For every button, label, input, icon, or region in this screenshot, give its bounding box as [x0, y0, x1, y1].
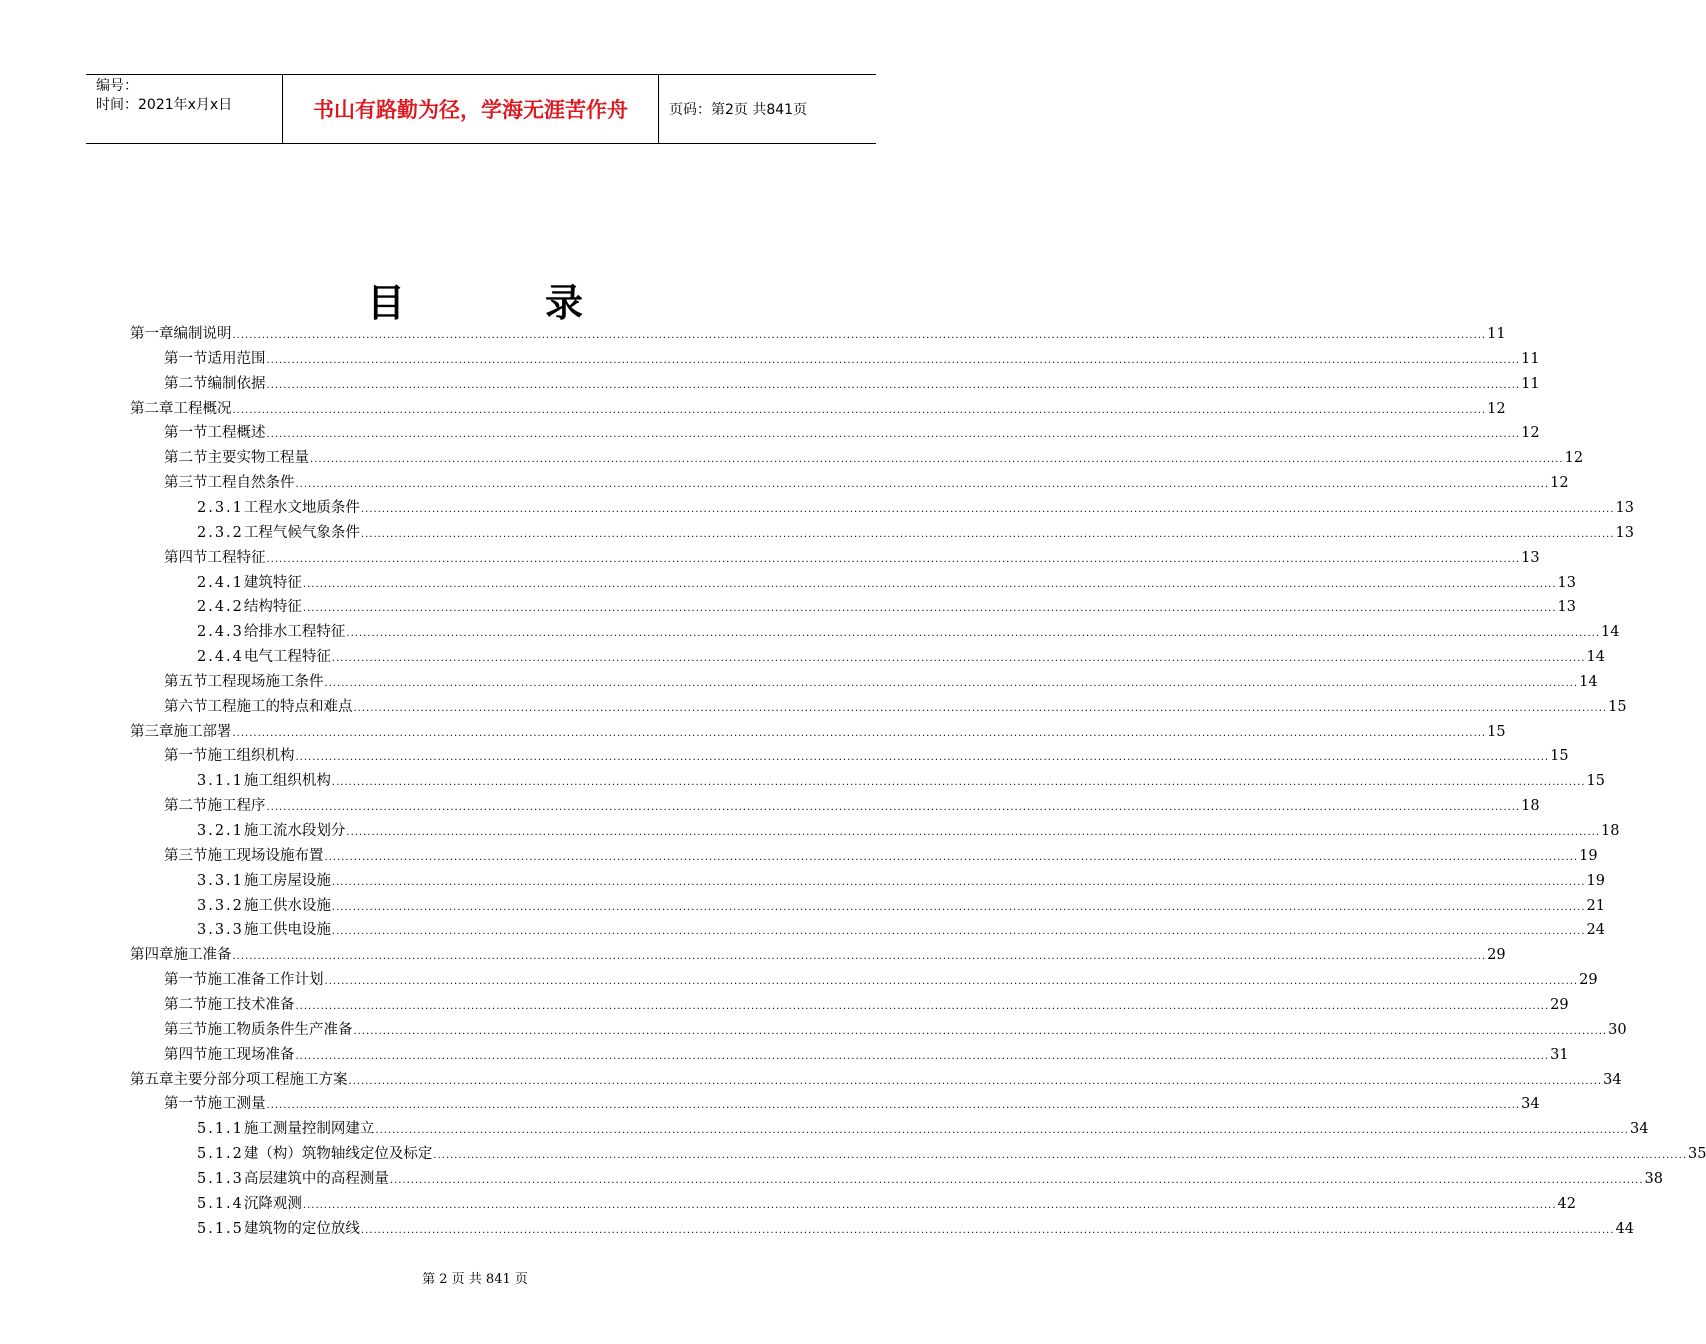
toc-entry-page: 24: [1586, 922, 1605, 939]
toc-entry[interactable]: [197, 1215, 1634, 1239]
toc-entry-number: 第二章: [130, 400, 174, 417]
toc-entry-title: 施工现场准备: [207, 1046, 295, 1063]
toc-entry-number: 第一节: [164, 748, 208, 765]
toc-entry[interactable]: [197, 643, 1605, 667]
toc-entry-number: 2.4.3: [197, 624, 244, 641]
toc-leader-dots: ............................................................................................................................................................................................................................................................................................................: [346, 628, 1601, 640]
toc-entry-title: 施工部署: [173, 723, 232, 740]
toc-entry[interactable]: [197, 767, 1605, 791]
toc-entry-page: 14: [1601, 624, 1620, 641]
toc-entry-number: 第三章: [130, 723, 174, 740]
toc-entry[interactable]: [164, 966, 1598, 990]
toc-entry-number: 第四章: [130, 947, 174, 964]
toc-entry-number: 第四节: [164, 549, 208, 566]
toc-entry[interactable]: [164, 345, 1540, 369]
toc-leader-dots: ............................................................................................................................................................................................................................................................................................................: [266, 429, 1521, 441]
toc-leader-dots: ............................................................................................................................................................................................................................................................................................................: [302, 1199, 1557, 1211]
toc-entry-title: 编制说明: [173, 326, 232, 342]
toc-leader-dots: ............................................................................................................................................................................................................................................................................................................: [353, 1025, 1608, 1037]
toc-entry-title: 施工程序: [207, 798, 266, 815]
toc-entry-page: 12: [1521, 425, 1540, 442]
toc-leader-dots: ............................................................................................................................................................................................................................................................................................................: [266, 553, 1521, 565]
toc-entry[interactable]: [164, 742, 1569, 766]
toc-entry[interactable]: [164, 668, 1598, 692]
toc-entry-page: 29: [1487, 947, 1506, 964]
toc-entry-title: 施工测量: [207, 1096, 266, 1113]
toc-entry-page: 31: [1550, 1046, 1569, 1063]
toc-entry-number: 第一章: [130, 326, 174, 342]
toc-entry-page: 12: [1550, 475, 1569, 492]
toc-entry-page: 13: [1615, 499, 1634, 516]
header-time-label: 时间：2021年x月x日: [96, 97, 233, 113]
toc-entry-page: 13: [1557, 574, 1576, 591]
page-header: [86, 74, 876, 144]
toc-entry-title: 施工测量控制网建立: [243, 1121, 375, 1138]
toc-entry-number: 2.3.1: [197, 499, 244, 516]
toc-entry-number: 第三节: [164, 847, 208, 864]
toc-entry-title: 施工准备工作计划: [207, 972, 324, 989]
toc-leader-dots: ............................................................................................................................................................................................................................................................................................................: [324, 976, 1579, 988]
toc-entry-title: 施工房屋设施: [243, 872, 331, 889]
toc-entry-page: 13: [1521, 549, 1540, 566]
toc-entry-page: 14: [1586, 649, 1605, 666]
toc-title: 目录: [366, 281, 723, 325]
toc-entry-page: 11: [1487, 326, 1506, 342]
toc-leader-dots: ............................................................................................................................................................................................................................................................................................................: [389, 1174, 1644, 1186]
toc-entry[interactable]: [164, 370, 1540, 394]
toc-entry-page: 34: [1630, 1121, 1649, 1138]
toc-entry-number: 第二节: [164, 375, 208, 392]
toc-entry-page: 42: [1557, 1195, 1576, 1212]
toc-entry-title: 工程概述: [207, 425, 266, 442]
toc-leader-dots: ............................................................................................................................................................................................................................................................................................................: [331, 653, 1586, 665]
toc-leader-dots: ............................................................................................................................................................................................................................................................................................................: [302, 603, 1557, 615]
toc-leader-dots: ............................................................................................................................................................................................................................................................................................................: [375, 1125, 1630, 1137]
toc-entry-page: 18: [1601, 823, 1620, 839]
toc-entry-page: 11: [1521, 350, 1540, 367]
toc-leader-dots: ............................................................................................................................................................................................................................................................................................................: [331, 926, 1586, 938]
toc-leader-dots: ............................................................................................................................................................................................................................................................................................................: [331, 876, 1586, 888]
toc-leader-dots: ............................................................................................................................................................................................................................................................................................................: [310, 454, 1564, 466]
toc-leader-dots: ............................................................................................................................................................................................................................................................................................................: [353, 702, 1608, 714]
toc-entry[interactable]: [197, 569, 1576, 593]
toc-entry-number: 5.1.2: [197, 1146, 244, 1163]
toc-entry-number: 第五章: [130, 1071, 174, 1088]
toc-entry[interactable]: [164, 1090, 1540, 1114]
toc-leader-dots: ............................................................................................................................................................................................................................................................................................................: [348, 1075, 1603, 1087]
toc-entry-number: 第三节: [164, 475, 208, 492]
toc-entry[interactable]: [164, 991, 1569, 1015]
toc-entry[interactable]: [197, 618, 1620, 642]
toc-entry-number: 3.1.1: [197, 773, 244, 790]
toc-entry-page: 14: [1579, 673, 1598, 690]
toc-leader-dots: ............................................................................................................................................................................................................................................................................................................: [266, 354, 1521, 366]
toc-entry[interactable]: [164, 419, 1540, 443]
toc-entry[interactable]: [197, 916, 1605, 940]
toc-entry-number: 第六节: [164, 698, 208, 715]
toc-entry-number: 第五节: [164, 673, 208, 690]
toc-leader-dots: ............................................................................................................................................................................................................................................................................................................: [346, 827, 1601, 838]
toc-entry-page: 19: [1586, 872, 1605, 889]
toc-entry[interactable]: [130, 320, 1506, 344]
header-number-label: 编号：: [96, 78, 138, 94]
toc-entry-number: 5.1.3: [197, 1170, 244, 1187]
toc-leader-dots: ............................................................................................................................................................................................................................................................................................................: [360, 503, 1615, 515]
toc-leader-dots: ............................................................................................................................................................................................................................................................................................................: [295, 752, 1550, 764]
toc-entry-title: 施工供电设施: [243, 922, 331, 939]
toc-entry[interactable]: [197, 1190, 1576, 1214]
toc-entry-title: 施工组织机构: [207, 748, 295, 765]
toc-entry-number: 2.3.2: [197, 524, 244, 541]
toc-entry-number: 2.4.1: [197, 574, 244, 591]
toc-entry-number: 第四节: [164, 1046, 208, 1063]
toc-entry-page: 15: [1608, 698, 1627, 715]
toc-entry-title: 施工现场设施布置: [207, 847, 324, 864]
toc-entry-title: 施工物质条件生产准备: [207, 1021, 353, 1038]
toc-entry-title: 工程概况: [173, 400, 232, 417]
toc-entry-page: 11: [1521, 375, 1540, 392]
toc-leader-dots: ............................................................................................................................................................................................................................................................................................................: [232, 404, 1487, 416]
toc-entry[interactable]: [197, 519, 1634, 543]
toc-entry[interactable]: [164, 469, 1569, 493]
toc-entry-title: 高层建筑中的高程测量: [243, 1170, 389, 1187]
toc-leader-dots: ............................................................................................................................................................................................................................................................................................................: [295, 1000, 1550, 1012]
toc-entry-number: 第二节: [164, 996, 208, 1013]
toc-entry[interactable]: [197, 593, 1576, 617]
toc-entry-title: 施工流水段划分: [243, 823, 346, 839]
toc-entry-number: 第一节: [164, 350, 208, 367]
header-page-info: 页码：第2页 共841页: [669, 102, 808, 118]
header-motto: 书山有路勤为径，学海无涯苦作舟: [282, 75, 659, 143]
toc-leader-dots: ............................................................................................................................................................................................................................................................................................................: [324, 851, 1579, 863]
toc-entry-page: 15: [1550, 748, 1569, 765]
toc-leader-dots: ............................................................................................................................................................................................................................................................................................................: [232, 951, 1487, 963]
toc-entry-title: 沉降观测: [243, 1195, 302, 1212]
toc-leader-dots: ............................................................................................................................................................................................................................................................................................................: [232, 727, 1487, 739]
toc-entry-page: 29: [1579, 972, 1598, 989]
toc-entry[interactable]: [197, 1140, 1706, 1164]
toc-entry[interactable]: [197, 1115, 1649, 1139]
toc-entry[interactable]: [130, 941, 1506, 965]
toc-entry[interactable]: [164, 544, 1540, 568]
toc-entry-number: 第二节: [164, 798, 208, 815]
toc-entry[interactable]: [197, 494, 1634, 518]
toc-entry-number: 3.3.3: [197, 922, 244, 939]
toc-entry-number: 3.3.2: [197, 897, 244, 914]
toc-entry-page: 12: [1487, 400, 1506, 417]
toc-entry-title: 工程自然条件: [207, 475, 295, 492]
toc-entry-title: 工程特征: [207, 549, 266, 566]
toc-entry-number: 5.1.1: [197, 1121, 244, 1138]
toc-entry-title: 主要实物工程量: [207, 450, 309, 467]
toc-entry-title: 施工准备: [173, 947, 232, 964]
toc-entry-page: 12: [1564, 450, 1584, 467]
toc-leader-dots: ............................................................................................................................................................................................................................................................................................................: [331, 777, 1586, 789]
toc-entry-title: 施工组织机构: [243, 773, 331, 790]
header-meta: [86, 75, 282, 143]
toc-entry-page: 30: [1608, 1021, 1627, 1038]
toc-entry-title: 适用范围: [207, 350, 266, 367]
toc-entry-page: 38: [1644, 1170, 1663, 1187]
toc-entry-title: 给排水工程特征: [243, 624, 346, 641]
toc-entry[interactable]: [164, 693, 1627, 717]
toc-entry-number: 第二节: [164, 450, 208, 467]
toc-entry-title: 结构特征: [243, 599, 302, 616]
toc-entry[interactable]: [130, 718, 1506, 742]
toc-entry-number: 第三节: [164, 1021, 208, 1038]
toc-leader-dots: ............................................................................................................................................................................................................................................................................................................: [266, 802, 1521, 814]
toc-entry[interactable]: [197, 892, 1605, 916]
toc-leader-dots: ............................................................................................................................................................................................................................................................................................................: [266, 379, 1521, 391]
toc-entry-page: 21: [1586, 897, 1605, 914]
toc-entry-page: 15: [1586, 773, 1605, 790]
toc-entry[interactable]: [197, 1165, 1663, 1189]
toc-entry-title: 工程现场施工条件: [207, 673, 324, 690]
toc-leader-dots: ............................................................................................................................................................................................................................................................................................................: [302, 578, 1557, 590]
page-footer: 第 2 页 共 841 页: [422, 1272, 528, 1287]
toc-entry-title: 建筑物的定位放线: [243, 1220, 360, 1237]
toc-entry-title: 工程水文地质条件: [243, 499, 360, 516]
toc-entry-title: 工程施工的特点和难点: [207, 698, 353, 715]
toc-entry-page: 34: [1603, 1071, 1622, 1088]
toc-entry-page: 13: [1615, 524, 1634, 541]
toc-entry-page: 18: [1521, 798, 1540, 815]
toc-entry[interactable]: [164, 792, 1540, 816]
toc-entry[interactable]: [164, 1041, 1569, 1065]
toc-entry-title: 施工供水设施: [243, 897, 331, 914]
toc-entry-number: 2.4.4: [197, 649, 244, 666]
toc-leader-dots: ............................................................................................................................................................................................................................................................................................................: [360, 1224, 1615, 1236]
toc-entry-number: 3.3.1: [197, 872, 244, 889]
toc-entry-page: 29: [1550, 996, 1569, 1013]
toc-leader-dots: ............................................................................................................................................................................................................................................................................................................: [324, 677, 1579, 689]
toc-entry-number: 第一节: [164, 425, 208, 442]
toc-leader-dots: ............................................................................................................................................................................................................................................................................................................: [331, 901, 1586, 913]
toc-entry-page: 35: [1688, 1146, 1706, 1163]
toc-entry-page: 13: [1557, 599, 1576, 616]
toc-entry-number: 第一节: [164, 1096, 208, 1113]
toc-entry[interactable]: [130, 395, 1506, 419]
toc-entry-title: 施工技术准备: [207, 996, 295, 1013]
toc-leader-dots: ............................................................................................................................................................................................................................................................................................................: [295, 479, 1550, 491]
toc-entry-title: 编制依据: [207, 375, 266, 392]
toc-entry-number: 5.1.5: [197, 1220, 244, 1237]
toc-leader-dots: ............................................................................................................................................................................................................................................................................................................: [360, 528, 1615, 540]
toc-entry-page: 19: [1579, 847, 1598, 864]
toc-entry[interactable]: [130, 1066, 1622, 1090]
toc-entry[interactable]: [164, 444, 1584, 468]
toc-entry-number: 3.2.1: [197, 823, 244, 839]
toc-entry[interactable]: [164, 842, 1598, 866]
toc-entry-number: 第一节: [164, 972, 208, 989]
toc-entry[interactable]: [164, 1016, 1627, 1040]
toc-entry-title: 工程气候气象条件: [243, 524, 360, 541]
toc-entry-title: 建筑特征: [243, 574, 302, 591]
toc-entry-page: 34: [1521, 1096, 1540, 1113]
toc-entry-page: 44: [1615, 1220, 1634, 1237]
toc-entry-title: 建（构）筑物轴线定位及标定: [243, 1146, 433, 1163]
toc-leader-dots: ............................................................................................................................................................................................................................................................................................................: [266, 1100, 1521, 1112]
toc-leader-dots: ............................................................................................................................................................................................................................................................................................................: [232, 330, 1487, 341]
toc-entry[interactable]: [197, 817, 1620, 841]
toc-leader-dots: ............................................................................................................................................................................................................................................................................................................: [433, 1150, 1688, 1162]
toc-leader-dots: ............................................................................................................................................................................................................................................................................................................: [295, 1050, 1550, 1062]
toc-entry-title: 电气工程特征: [243, 649, 331, 666]
toc-entry-page: 15: [1487, 723, 1506, 740]
toc-entry-number: 2.4.2: [197, 599, 244, 616]
toc-entry[interactable]: [197, 867, 1605, 891]
toc-entry-title: 主要分部分项工程施工方案: [173, 1071, 348, 1088]
toc-entry-number: 5.1.4: [197, 1195, 244, 1212]
